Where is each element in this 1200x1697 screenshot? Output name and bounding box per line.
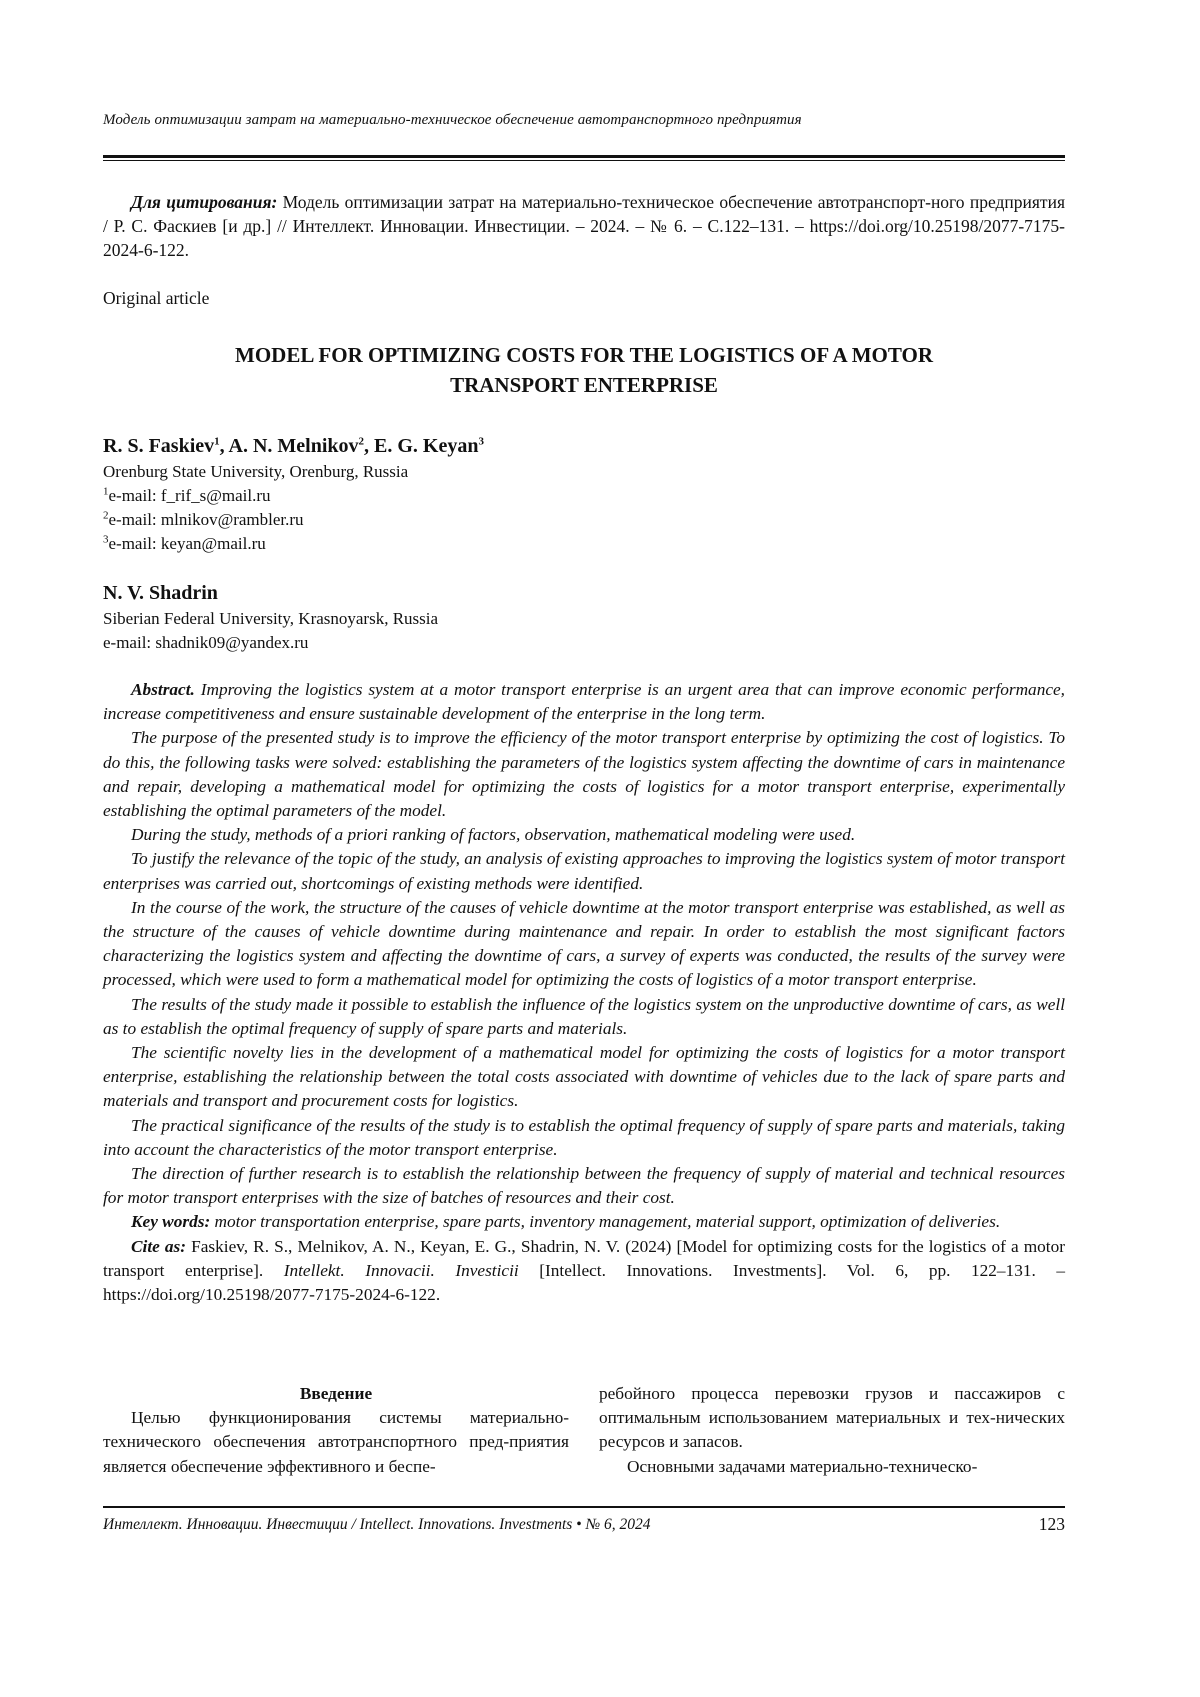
affiliation: Siberian Federal University, Krasnoyarsk, Russia <box>103 609 439 628</box>
body-paragraph: ребойного процесса перевозки грузов и пассажиров с оптимальным использованием материальных и тех-нических ресурсов и запасов. <box>599 1384 1065 1452</box>
abstract-paragraph: The direction of further research is to establish the relationship between the frequency of supply of material and technical resources for motor transport enterprises with the size of batches of resources and their cost. <box>103 1164 1065 1208</box>
author-name: N. V. Shadrin <box>103 582 218 604</box>
abstract-paragraph: The practical significance of the results of the study is to establish the optimal frequency of supply of spare parts and materials, taking into account the characteristics of the motor transport enterprise. <box>103 1115 1065 1159</box>
author-names <box>103 432 484 460</box>
author-name: R. S. Faskiev <box>103 435 215 457</box>
author-separator: , <box>219 435 229 457</box>
email-text: e-mail: mlnikov@rambler.ru <box>108 510 304 529</box>
cite-text: [Intellect. Innovations. Investments]. Vol. 6, pp. 122–131. – https://doi.org/10.25198/2077-7175-2024-6-122. <box>103 1260 1065 1305</box>
citation-english <box>103 1235 1065 1308</box>
article-title <box>103 340 1065 400</box>
author-name: E. G. Keyan <box>374 435 479 457</box>
email-text: e-mail: f_rif_s@mail.ru <box>108 486 271 505</box>
running-head: Модель оптимизации затрат на материально-техническое обеспечение автотранспортного предприятия <box>103 112 802 128</box>
abstract-text: Improving the logistics system at a motor transport enterprise is an urgent area that can improve economic performance, increase competitiveness and ensure sustainable development of the enterprise in the long term. <box>103 680 1065 724</box>
abstract-paragraph <box>103 678 1065 726</box>
cite-label: Cite as: <box>131 1236 187 1256</box>
abstract-paragraph: The purpose of the presented study is to improve the efficiency of the motor transport enterprise by optimizing the cost of logistics. To do this, the following tasks were solved: establishing the parameters of the logistics system affecting the downtime of cars in maintenance and repair, developing a mathematical model for optimizing the costs of logistics for a motor transport enterprise, experimentally establishing the optimal parameters of the model. <box>103 728 1065 821</box>
footer-journal: Интеллект. Инновации. Инвестиции / Intellect. Innovations. Investments • № 6, 2024 <box>103 1516 651 1533</box>
abstract-paragraph: To justify the relevance of the topic of the study, an analysis of existing approaches to improving the logistics system of motor transport enterprises was carried out, shortcomings of existing methods were identified. <box>103 849 1065 893</box>
author-affiliation-mark: 1 <box>214 435 220 448</box>
email-mark: 2 <box>103 509 109 522</box>
abstract-label: Abstract. <box>131 680 195 699</box>
keywords-text: motor transportation enterprise, spare parts, inventory management, material support, optimization of deliveries. <box>210 1212 1001 1232</box>
email-mark: 1 <box>103 485 109 498</box>
keywords <box>103 1210 1065 1234</box>
email-mark: 3 <box>103 533 109 546</box>
abstract-paragraph: In the course of the work, the structure of the causes of vehicle downtime at the motor transport enterprise was established, as well as the structure of the causes of vehicle downtime during maintenance and repair. In order to establish the most significant factors characterizing the logistics system and affecting the downtime of cars, a survey of experts was conducted, the results of the survey were processed, which were used to form a mathematical model for optimizing the costs of logistics of a motor transport enterprise. <box>103 897 1065 990</box>
authors-group-1 <box>103 432 484 556</box>
author-affiliation-mark: 2 <box>358 435 365 448</box>
email-text: e-mail: keyan@mail.ru <box>108 534 266 553</box>
email-line-3 <box>103 532 484 556</box>
abstract-paragraph: The scientific novelty lies in the development of a mathematical model for optimizing the costs of logistics for a motor transport enterprise, establishing the relationship between the total costs associated with downtime of vehicles due to the lack of spare parts and materials and transport and procurement costs for logistics. <box>103 1043 1065 1111</box>
affiliation: Orenburg State University, Orenburg, Russia <box>103 462 409 481</box>
email-text: e-mail: shadnik09@yandex.ru <box>103 633 309 652</box>
cite-journal: Intellekt. Innovacii. Investicii <box>283 1260 519 1280</box>
citation-label: Для цитирования: <box>131 192 278 212</box>
article-type: Original article <box>103 288 210 308</box>
footer-rule <box>103 1506 1065 1508</box>
body-column-left <box>103 1382 569 1479</box>
author-separator: , <box>364 435 375 457</box>
header-double-rule <box>103 155 1065 161</box>
author-affiliation-mark: 3 <box>478 435 484 448</box>
author-name: A. N. Melnikov <box>228 435 359 457</box>
title-line-2: TRANSPORT ENTERPRISE <box>450 373 718 397</box>
email-line-2 <box>103 508 484 532</box>
email-line-1 <box>103 484 484 508</box>
page-number: 123 <box>1038 1514 1065 1534</box>
title-line-1: MODEL FOR OPTIMIZING COSTS FOR THE LOGISTICS OF A MOTOR <box>235 343 933 367</box>
authors-group-2 <box>103 579 438 655</box>
body-column-right <box>599 1382 1065 1479</box>
abstract-paragraph: The results of the study made it possible to establish the influence of the logistics system on the unproductive downtime of cars, as well as to establish the optimal frequency of supply of spare parts and materials. <box>103 994 1065 1038</box>
body-paragraph: Основными задачами материально-техническо- <box>627 1456 978 1476</box>
cite-text: Faskiev, R. S., Melnikov, A. N., Keyan, E. G., Shadrin, N. V. (2024) [Model for optimizing costs for the logistics of a motor transport enterprise]. <box>103 1236 1065 1280</box>
citation-russian <box>103 190 1065 262</box>
keywords-label: Key words: <box>131 1212 211 1232</box>
section-heading: Введение <box>299 1384 373 1403</box>
abstract <box>103 678 1065 1307</box>
abstract-paragraph: During the study, methods of a priori ranking of factors, observation, mathematical modeling were used. <box>131 825 856 845</box>
body-paragraph: Целью функционирования системы материально-технического обеспечения автотранспортного пред-приятия является обеспечение эффективного и беспе- <box>103 1408 569 1476</box>
citation-text: Модель оптимизации затрат на материально-техническое обеспечение автотранспорт-ного предприятия / Р. С. Фаскиев [и др.] // Интеллект. Инновации. Инвестиции. – 2024. – № 6. – С.122–131. – https://doi.org/10.25198/2077-7175-2024-6-122. <box>103 192 1065 260</box>
